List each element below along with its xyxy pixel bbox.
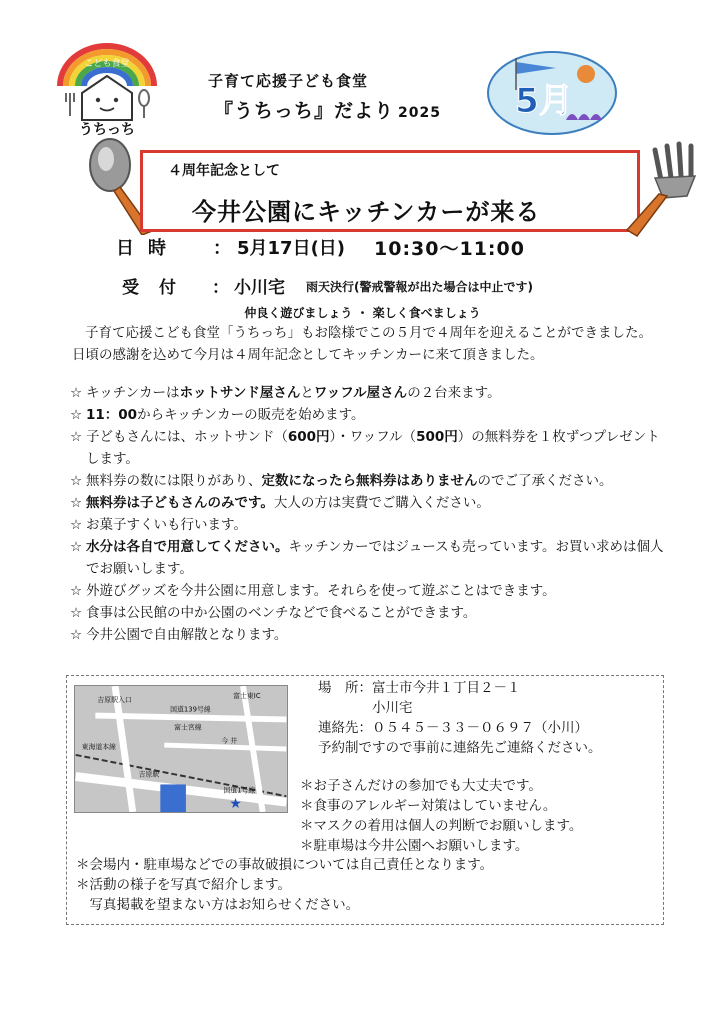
newsletter-year: 2025: [398, 105, 441, 121]
notes-list: [300, 776, 582, 856]
notice-text: 無料券は子どもさんのみです。: [86, 495, 274, 511]
note-item: ＊活動の様子を写真で紹介します。: [76, 877, 291, 893]
map-label-imai: 今 井: [221, 737, 238, 746]
map-label-yoshiwara-iriguchi: 吉原駅入口: [97, 695, 132, 704]
notice-text: 600円: [287, 429, 330, 445]
venue-details: [318, 678, 602, 758]
intro-paragraph: 子育て応援こども食堂「うちっち」もお陰様でこの５月で４周年を迎えることができました。日頃の感謝を込めて今月は４周年記念としてキッチンカーに来て頂きました。: [72, 325, 652, 363]
notice-text: 無料券の数には限りがあり、: [86, 473, 262, 489]
note-item: 写真掲載を望まない方はお知らせください。: [76, 897, 360, 913]
note-item: ＊マスクの着用は個人の判断でお願いします。: [300, 818, 583, 834]
reception-label: 受付: [122, 278, 196, 298]
notice-item: [70, 624, 670, 646]
notice-item: [70, 404, 670, 426]
banner-title: 今井公園にキッチンカーが来る: [192, 198, 541, 226]
event-date: 5月17日(日): [237, 238, 346, 259]
notice-item: [70, 426, 670, 470]
date-colon: ：: [213, 238, 231, 259]
notice-text: 11：00: [86, 407, 138, 423]
rain-note: 雨天決行(警戒警報が出た場合は中止です): [306, 280, 533, 294]
notice-text: からキッチンカーの販売を始めます。: [137, 407, 365, 423]
notice-text: ）の無料券を１枚ずつプレゼントします。: [86, 429, 660, 467]
notice-item: [70, 382, 670, 404]
notice-text: 定数になったら無料券はありません: [261, 473, 478, 489]
notice-text: のでご了承ください。: [477, 473, 613, 489]
notice-text: 今井公園で自由解散となります。: [86, 627, 288, 643]
note-item: ＊食事のアレルギー対策はしていません。: [300, 798, 557, 814]
notice-item: [70, 514, 670, 536]
map-label-yoshiwara-station: 吉原駅: [138, 770, 160, 779]
map-label-fujinomiya: 富士宮線: [174, 723, 202, 732]
notice-text: 水分は各自で用意してください。: [86, 539, 289, 555]
note-item: ＊会場内・駐車場などでの事故破損については自己責任となります。: [76, 857, 494, 873]
notice-text: キッチンカーは: [86, 385, 180, 401]
event-time: 10:30〜11:00: [374, 238, 525, 260]
notice-text: キッチンカーではジュースも売っています。お買い求めは個人でお願いします。: [86, 539, 664, 577]
note-item: ＊駐車場は今井公園へお願いします。: [300, 838, 529, 854]
notice-item: [70, 602, 670, 624]
map-label-tokaido-line: 東海道本線: [81, 743, 116, 751]
fork-icon: [615, 140, 705, 240]
notice-text: お菓子すくいも行います。: [86, 517, 247, 533]
organization-name: 子育て応援子ども食堂: [208, 72, 369, 90]
newsletter-title: [214, 96, 441, 123]
logo-name: うちっち: [79, 122, 135, 138]
notice-text: ）・ワッフル（: [329, 429, 417, 445]
notice-text: 子どもさんには、ホットサンド（: [86, 429, 288, 445]
notice-text: ワッフル屋さん: [313, 385, 408, 401]
month-badge-text: 5月: [515, 81, 573, 121]
notice-item: [70, 470, 670, 492]
venue-place-house: 小川宅: [318, 700, 413, 716]
access-map: [74, 685, 288, 813]
svg-text:★: ★: [229, 796, 242, 813]
notice-text: 500円: [416, 429, 458, 445]
venue-contact: 連絡先：０５４５－３３－０６９７（小川）: [318, 720, 588, 736]
map-label-route139: 国道139号線: [170, 705, 211, 714]
map-label-fuji-east-ic: 富士東IC: [233, 691, 261, 700]
slogan: 仲良く遊びましょう ・ 楽しく食べましょう: [244, 306, 481, 320]
uchicchi-logo: [52, 38, 162, 138]
map-label-route1: 国道1号線: [223, 786, 256, 795]
reception-colon: ：: [212, 278, 229, 298]
note-item: ＊お子さんだけの参加でも大丈夫です。: [300, 778, 542, 794]
notes-list-bottom: [76, 855, 493, 915]
notice-text: と: [300, 385, 314, 401]
newsletter-name: 『うちっち』だより: [214, 100, 395, 122]
notice-item: [70, 492, 670, 514]
notice-text: 食事は公民館の中か公園のベンチなどで食べることができます。: [86, 605, 477, 621]
banner-subtitle: ４周年記念として: [168, 163, 280, 179]
notice-text: ホットサンド屋さん: [179, 385, 301, 401]
notice-list: [70, 382, 670, 646]
notice-text: 外遊びグッズを今井公園に用意します。それらを使って遊ぶことはできます。: [86, 583, 556, 599]
logo-arc-text: こども食堂: [84, 59, 130, 69]
notice-text: の２台来ます。: [407, 385, 501, 401]
venue-place: 場 所：富士市今井１丁目２－１: [318, 680, 521, 696]
may-month-badge: [486, 50, 618, 136]
venue-reservation: 予約制ですので事前に連絡先ご連絡ください。: [318, 740, 602, 756]
notice-text: 大人の方は実費でご購入ください。: [273, 495, 490, 511]
notice-item: [70, 580, 670, 602]
date-label: 日時: [116, 238, 180, 259]
reception-place: 小川宅: [234, 278, 285, 298]
notice-item: [70, 536, 670, 580]
